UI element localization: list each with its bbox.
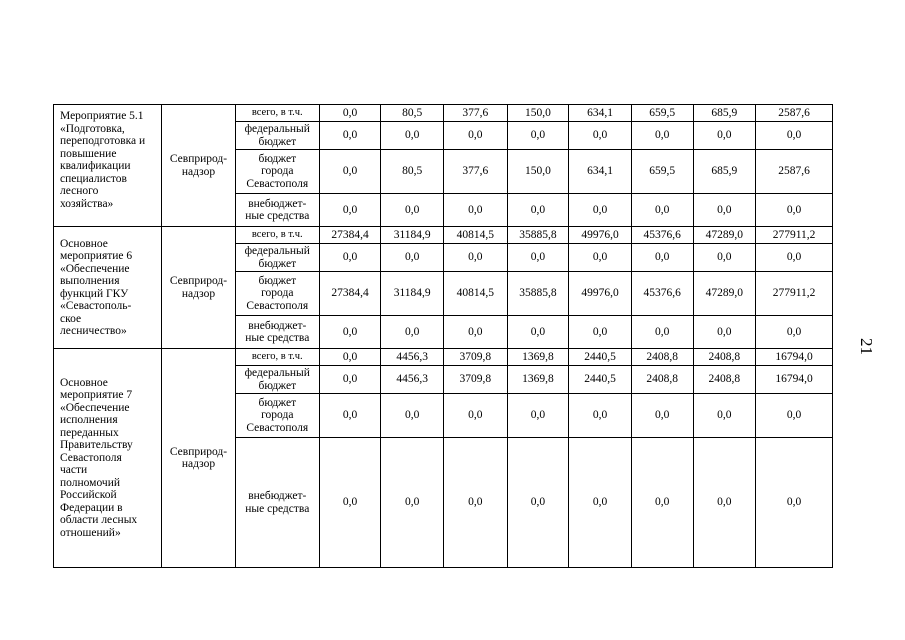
year-value-cell: 0,0 bbox=[507, 438, 569, 568]
year-value-cell: 685,9 bbox=[693, 105, 756, 122]
year-value-cell: 0,0 bbox=[319, 122, 381, 150]
year-value-cell: 0,0 bbox=[381, 438, 444, 568]
year-value-cell: 0,0 bbox=[631, 438, 693, 568]
year-value-cell: 1369,8 bbox=[507, 349, 569, 366]
year-value-cell: 0,0 bbox=[507, 244, 569, 272]
total-value-cell: 16794,0 bbox=[756, 349, 833, 366]
year-value-cell: 0,0 bbox=[319, 194, 381, 227]
total-value-cell: 0,0 bbox=[756, 316, 833, 349]
year-value-cell: 0,0 bbox=[693, 438, 756, 568]
year-value-cell: 0,0 bbox=[381, 244, 444, 272]
year-value-cell: 0,0 bbox=[507, 316, 569, 349]
funding-source-cell bbox=[235, 316, 319, 349]
year-value-cell: 0,0 bbox=[507, 122, 569, 150]
table-row bbox=[54, 227, 833, 244]
funding-source-cell bbox=[235, 150, 319, 194]
year-value-cell: 0,0 bbox=[319, 150, 381, 194]
year-value-cell: 0,0 bbox=[569, 244, 632, 272]
year-value-cell: 40814,5 bbox=[443, 227, 507, 244]
year-value-cell: 47289,0 bbox=[693, 272, 756, 316]
funding-source-label: внебюджет- ные средства bbox=[245, 490, 310, 515]
executor-name: Севприрод- надзор bbox=[169, 153, 228, 178]
year-value-cell: 3709,8 bbox=[443, 349, 507, 366]
funding-source-label: федеральный бюджет bbox=[244, 245, 310, 270]
total-value-cell: 16794,0 bbox=[756, 366, 833, 394]
year-value-cell: 0,0 bbox=[507, 194, 569, 227]
funding-source-cell bbox=[235, 366, 319, 394]
year-value-cell: 0,0 bbox=[443, 316, 507, 349]
year-value-cell: 49976,0 bbox=[569, 227, 632, 244]
funding-source-label: бюджет города Севастополя bbox=[246, 396, 309, 434]
year-value-cell: 0,0 bbox=[631, 194, 693, 227]
executor-cell bbox=[162, 227, 236, 349]
funding-source-cell bbox=[235, 194, 319, 227]
event-name: Мероприятие 5.1 «Подготовка, переподготовка и повышение квалификации специалистов лесного хозяйства» bbox=[60, 110, 146, 210]
year-value-cell: 0,0 bbox=[443, 438, 507, 568]
event-name-cell bbox=[54, 349, 162, 568]
year-value-cell: 40814,5 bbox=[443, 272, 507, 316]
year-value-cell: 0,0 bbox=[569, 194, 632, 227]
year-value-cell: 0,0 bbox=[319, 105, 381, 122]
year-value-cell: 0,0 bbox=[569, 438, 632, 568]
year-value-cell: 0,0 bbox=[693, 244, 756, 272]
year-value-cell: 150,0 bbox=[507, 105, 569, 122]
funding-source-label: федеральный бюджет bbox=[244, 123, 310, 148]
total-value-cell: 277911,2 bbox=[756, 227, 833, 244]
year-value-cell: 4456,3 bbox=[381, 349, 444, 366]
year-value-cell: 0,0 bbox=[319, 366, 381, 394]
table-row bbox=[54, 105, 833, 122]
year-value-cell: 80,5 bbox=[381, 150, 444, 194]
year-value-cell: 2440,5 bbox=[569, 366, 632, 394]
year-value-cell: 45376,6 bbox=[631, 272, 693, 316]
year-value-cell: 0,0 bbox=[569, 122, 632, 150]
executor-cell bbox=[162, 349, 236, 568]
year-value-cell: 0,0 bbox=[507, 394, 569, 438]
year-value-cell: 634,1 bbox=[569, 105, 632, 122]
funding-source-label: всего, в т.ч. bbox=[251, 228, 303, 240]
funding-source-cell bbox=[235, 227, 319, 244]
year-value-cell: 659,5 bbox=[631, 150, 693, 194]
year-value-cell: 31184,9 bbox=[381, 272, 444, 316]
year-value-cell: 0,0 bbox=[693, 194, 756, 227]
year-value-cell: 0,0 bbox=[693, 122, 756, 150]
funding-source-cell bbox=[235, 349, 319, 366]
year-value-cell: 2408,8 bbox=[693, 366, 756, 394]
total-value-cell: 2587,6 bbox=[756, 150, 833, 194]
funding-source-cell bbox=[235, 394, 319, 438]
total-value-cell: 277911,2 bbox=[756, 272, 833, 316]
year-value-cell: 4456,3 bbox=[381, 366, 444, 394]
funding-table bbox=[53, 104, 833, 568]
funding-source-label: внебюджет- ные средства bbox=[245, 197, 310, 222]
year-value-cell: 27384,4 bbox=[319, 272, 381, 316]
funding-source-cell bbox=[235, 122, 319, 150]
year-value-cell: 0,0 bbox=[443, 244, 507, 272]
page-number: 21 bbox=[857, 338, 876, 355]
year-value-cell: 685,9 bbox=[693, 150, 756, 194]
year-value-cell: 0,0 bbox=[693, 394, 756, 438]
year-value-cell: 0,0 bbox=[443, 394, 507, 438]
year-value-cell: 0,0 bbox=[631, 316, 693, 349]
funding-source-cell bbox=[235, 438, 319, 568]
year-value-cell: 0,0 bbox=[319, 316, 381, 349]
year-value-cell: 0,0 bbox=[381, 316, 444, 349]
funding-source-label: всего, в т.ч. bbox=[251, 106, 303, 118]
year-value-cell: 0,0 bbox=[569, 394, 632, 438]
funding-source-cell bbox=[235, 244, 319, 272]
total-value-cell: 0,0 bbox=[756, 438, 833, 568]
event-name-cell bbox=[54, 105, 162, 227]
total-value-cell: 0,0 bbox=[756, 194, 833, 227]
year-value-cell: 659,5 bbox=[631, 105, 693, 122]
year-value-cell: 0,0 bbox=[319, 394, 381, 438]
year-value-cell: 377,6 bbox=[443, 150, 507, 194]
total-value-cell: 0,0 bbox=[756, 394, 833, 438]
year-value-cell: 1369,8 bbox=[507, 366, 569, 394]
year-value-cell: 0,0 bbox=[443, 122, 507, 150]
year-value-cell: 0,0 bbox=[381, 394, 444, 438]
year-value-cell: 2408,8 bbox=[693, 349, 756, 366]
year-value-cell: 3709,8 bbox=[443, 366, 507, 394]
executor-name: Севприрод- надзор bbox=[169, 445, 228, 470]
year-value-cell: 0,0 bbox=[319, 349, 381, 366]
total-value-cell: 0,0 bbox=[756, 244, 833, 272]
year-value-cell: 0,0 bbox=[631, 394, 693, 438]
table-row bbox=[54, 349, 833, 366]
year-value-cell: 150,0 bbox=[507, 150, 569, 194]
year-value-cell: 377,6 bbox=[443, 105, 507, 122]
event-name: Основное мероприятие 7 «Обеспечение исполнения переданных Правительству Севастополя части полномочий Российской Федерации в области лесных отношений» bbox=[60, 376, 138, 539]
year-value-cell: 0,0 bbox=[319, 244, 381, 272]
year-value-cell: 35885,8 bbox=[507, 272, 569, 316]
year-value-cell: 0,0 bbox=[319, 438, 381, 568]
year-value-cell: 0,0 bbox=[381, 194, 444, 227]
year-value-cell: 0,0 bbox=[693, 316, 756, 349]
year-value-cell: 47289,0 bbox=[693, 227, 756, 244]
year-value-cell: 0,0 bbox=[631, 122, 693, 150]
funding-source-label: бюджет города Севастополя bbox=[246, 274, 309, 312]
event-name: Основное мероприятие 6 «Обеспечение выполнения функций ГКУ «Севастополь- ское лесничество» bbox=[60, 237, 133, 337]
funding-table-body bbox=[54, 105, 833, 568]
year-value-cell: 0,0 bbox=[443, 194, 507, 227]
year-value-cell: 45376,6 bbox=[631, 227, 693, 244]
year-value-cell: 80,5 bbox=[381, 105, 444, 122]
total-value-cell: 2587,6 bbox=[756, 105, 833, 122]
funding-source-cell bbox=[235, 105, 319, 122]
year-value-cell: 2408,8 bbox=[631, 366, 693, 394]
year-value-cell: 31184,9 bbox=[381, 227, 444, 244]
year-value-cell: 0,0 bbox=[631, 244, 693, 272]
year-value-cell: 0,0 bbox=[569, 316, 632, 349]
year-value-cell: 2440,5 bbox=[569, 349, 632, 366]
year-value-cell: 2408,8 bbox=[631, 349, 693, 366]
event-name-cell bbox=[54, 227, 162, 349]
year-value-cell: 27384,4 bbox=[319, 227, 381, 244]
total-value-cell: 0,0 bbox=[756, 122, 833, 150]
executor-cell bbox=[162, 105, 236, 227]
year-value-cell: 35885,8 bbox=[507, 227, 569, 244]
funding-source-label: бюджет города Севастополя bbox=[246, 152, 309, 190]
year-value-cell: 634,1 bbox=[569, 150, 632, 194]
executor-name: Севприрод- надзор bbox=[169, 275, 228, 300]
funding-source-cell bbox=[235, 272, 319, 316]
funding-source-label: федеральный бюджет bbox=[244, 367, 310, 392]
year-value-cell: 49976,0 bbox=[569, 272, 632, 316]
year-value-cell: 0,0 bbox=[381, 122, 444, 150]
funding-source-label: всего, в т.ч. bbox=[251, 350, 303, 362]
funding-source-label: внебюджет- ные средства bbox=[245, 319, 310, 344]
